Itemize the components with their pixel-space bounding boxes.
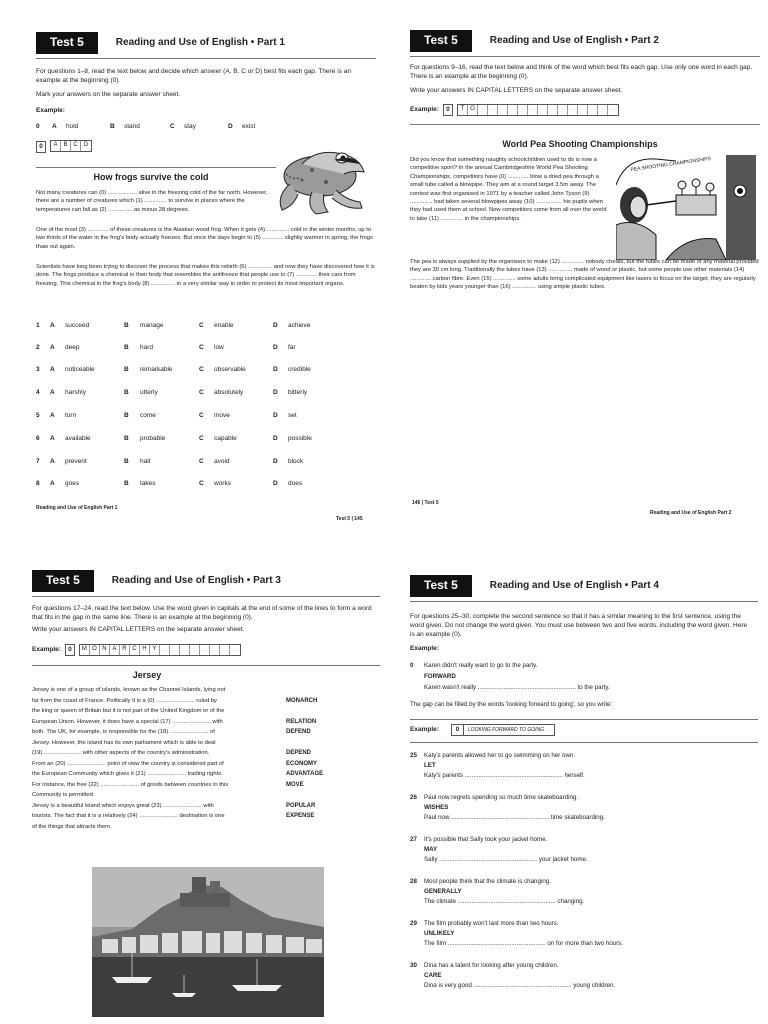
keyword: MOVE (286, 781, 304, 788)
transformation-item (410, 878, 750, 914)
page-part-2 (390, 0, 768, 540)
answer-row: 8 A goes B takes C works D does (36, 480, 303, 487)
page-footer-label: Reading and Use of English Part 1 (36, 505, 118, 511)
key-word: GENERALLY (424, 888, 462, 895)
letter-box (200, 645, 210, 655)
letter-box (220, 645, 230, 655)
article-line: Jersey. However, the island has its own parliament which is able to deal (32, 739, 216, 746)
divider (36, 58, 376, 59)
article-line: the king or queen of Britain but it is not part of the United Kingdom or of the (32, 708, 225, 714)
letter-box (578, 105, 588, 115)
letter-box (478, 105, 488, 115)
article-para-2: One of the most (3) ............. of these creatures is the Alaskan wood frog. When it gets (4) .............. cold in the winter months, up to two thirds of the water in the frog's body actually freezes. But once the days begin to (5) ............. slightly warmer in spring, the frogs thaw out again. (36, 227, 373, 250)
letter-box: O (90, 645, 100, 655)
letter-box: R (120, 645, 130, 655)
letter-box: H (140, 645, 150, 655)
test-tab: Test 5 (36, 32, 98, 54)
letter-box (548, 105, 558, 115)
page-header (410, 30, 659, 52)
banner-text: PEA SHOOTING CHAMPIONSHIPS (630, 155, 712, 174)
keyword: ADVANTAGE (286, 771, 324, 777)
key-word: CARE (424, 972, 442, 979)
letter-box (538, 105, 548, 115)
original-sentence: The film probably won't last more than two hours. (424, 920, 559, 927)
gapped-sentence: The climate ......................................................... changing. (424, 898, 585, 905)
page-number: Test 5 | 145 (336, 516, 363, 522)
example-item: 0 Karen didn't really want to go to the party. FORWARD Karen wasn't really ......................................................... to the party. (410, 662, 610, 691)
letter-box (558, 105, 568, 115)
divider (32, 665, 380, 666)
letter-box (230, 645, 240, 655)
page-header (410, 575, 659, 597)
keyword: RELATION (286, 718, 317, 725)
original-sentence: Most people think that the climate is changing. (424, 878, 551, 885)
key-word: LET (424, 762, 436, 769)
part-title: Reading and Use of English • Part 2 (489, 35, 659, 47)
instructions (36, 68, 376, 99)
item-number: 26 (410, 794, 417, 801)
divider (32, 596, 380, 597)
item-number: 29 (410, 920, 417, 927)
letter-box (498, 105, 508, 115)
article-line: From an (20) ........................ point of view the country is considered part of (32, 760, 224, 767)
answer-row: 3 A noticeable B remarkable C observable D credible (36, 366, 311, 373)
answer-row: 7 A prevent B halt C avoid D block (36, 458, 304, 465)
article-line: For instance, the free (22) ........................ of goods between countries in this (32, 781, 229, 788)
article-heading: How frogs survive the cold (93, 172, 209, 182)
instructions (32, 605, 380, 634)
transformation-item (410, 794, 750, 830)
answer-options (36, 322, 366, 502)
article-heading: World Pea Shooting Championships (502, 139, 658, 149)
item-number: 30 (410, 962, 417, 969)
pea-shooting-illustration (616, 155, 756, 260)
keyword: EXPENSE (286, 813, 315, 819)
letter-box (608, 105, 618, 115)
divider (410, 56, 760, 57)
article-line: the European Community which gives it (21) ........................ trading rights. (32, 771, 223, 777)
article-para-3: Scientists have long been trying to discover the process that makes this rebirth (6) ............... and now they have discovered how it is done. The frogs produce a chemical in their body that resembles the antifreeze that people use to (7) ............. their cars from freezing. This chemical in the frog's body (8) ............... in a very similar way in order to protect its most important organs. (36, 264, 375, 287)
letter-box: O (468, 105, 478, 115)
article-line: of the things that attracts them. (32, 823, 112, 830)
answer-row: 4 A harshly B utterly C absolutely D bitterly (36, 389, 308, 396)
letter-box (210, 645, 220, 655)
item-number: 28 (410, 878, 417, 885)
divider (410, 719, 758, 720)
letter-box (528, 105, 538, 115)
frog-illustration (272, 134, 372, 220)
instruction-text: For questions 1–8, read the text below and decide which answer (A, B, C or D) best fits each gap. There is an example at the beginning (0). (36, 68, 351, 84)
example-row: 0 A hold B stand C stay D exist (36, 123, 256, 130)
example-row: Example: 0 T O (410, 104, 619, 116)
letter-box (588, 105, 598, 115)
letter-box (488, 105, 498, 115)
test-tab: Test 5 (410, 30, 472, 52)
transformation-item (410, 920, 750, 956)
letter-box (170, 645, 180, 655)
example-label: Example: (410, 645, 439, 652)
divider (36, 167, 276, 168)
example-answer-box: 0 A B C D (36, 140, 92, 153)
page-header (32, 570, 281, 592)
gapped-sentence: Paul now ......................................................... time skateboarding. (424, 814, 605, 821)
example-answer-boxes (457, 104, 619, 116)
original-sentence: Katy's parents allowed her to go swimming on her own. (424, 752, 576, 759)
original-sentence: Dina has a talent for looking after young children. (424, 962, 559, 969)
answer-row: 2 A deep B hard C low D far (36, 344, 296, 351)
gapped-sentence: Sally ......................................................... your jacket home. (424, 856, 588, 863)
instructions: For questions 25–30, complete the second sentence so that it has a similar meaning to the first sentence, using the word given. Do not change the word given. You must use between two and five words, including the word given. Here is an example (0). (410, 613, 748, 638)
article-lines (32, 687, 332, 847)
part-title: Reading and Use of English • Part 1 (115, 37, 285, 49)
instructions (410, 64, 758, 95)
original-sentence: Paul now regrets spending so much time skateboarding. (424, 794, 579, 801)
test-tab: Test 5 (32, 570, 94, 592)
instruction-text-2: Write your answers IN CAPITAL LETTERS on the separate answer sheet. (32, 625, 245, 633)
letter-box (598, 105, 608, 115)
keyword: DEPEND (286, 750, 312, 756)
part-title: Reading and Use of English • Part 4 (489, 580, 659, 592)
article-line: both. The UK, for example, is responsible for the (18) ........................ of (32, 729, 215, 735)
part-title: Reading and Use of English • Part 3 (111, 575, 281, 587)
divider (410, 124, 760, 125)
example-row: Example: 0 M O N A R C H Y (32, 644, 241, 656)
letter-box: C (130, 645, 140, 655)
key-word: WISHES (424, 804, 449, 811)
gapped-sentence: Katy's parents ......................................................... herself. (424, 772, 585, 779)
letter-box (518, 105, 528, 115)
test-tab: Test 5 (410, 575, 472, 597)
letter-box: Y (150, 645, 160, 655)
answer-row: 1 A succeed B manage C enable D achieve (36, 322, 311, 329)
gapped-sentence: The film ......................................................... on for more than two hours. (424, 940, 624, 947)
key-word: UNLIKELY (424, 930, 455, 937)
transformation-item (410, 836, 750, 872)
letter-box (160, 645, 170, 655)
article-line: Jersey is a beautiful island which enjoys great (23) ........................ with (32, 802, 214, 809)
article-para-1: Did you know that something naughty schoolchildren used to do is now a competitive sport? In the annual Cambridgeshire World Pea Shooting Championships, competitors have (0) ............. blow a dried pea through a small tube called a blowpipe. They aim at a round target 3.5m away. The contest was first organised in 1971 by a teacher called John Tyson (9) .............. had taken several blowpipes away (10) ................ his pupils when they had used them at school. Now competitors come from all over the world to take (11) .............. in the championships. (410, 157, 607, 222)
article-line: Community is permitted. (32, 792, 95, 798)
item-number: 27 (410, 836, 417, 843)
letter-box (180, 645, 190, 655)
letter-box (568, 105, 578, 115)
article-para-2: The pea is always supplied by the organisers to make (12) .............. nobody cheats, but the tubes can be made of any material provided they are 30 cm long. Traditionally the tubes have (13) ............... made of wood or plastic, but some people use other materials (14) ............. carbon fibre. Even (15) .............. some adults bring complicated equipment like lasers to focus on the target, they are regularly beaten by kids years younger than (16) ............... using simple plastic tubes. (410, 259, 759, 291)
letter-box: M (80, 645, 90, 655)
transformation-item (410, 962, 750, 998)
article-line: tourists. The fact that it is a relatively (24) ........................ destination is one (32, 813, 225, 819)
transformation-items (410, 752, 750, 1012)
gapped-sentence: Dina is very good ......................................................... young children. (424, 982, 616, 989)
instruction-text: For questions 17–24, read the text below. Use the word given in capitals at the end of some of the lines to form a word that fits in the gap in the same line. There is an example at the beginning (0). (32, 605, 372, 621)
article-line: (19)........................ with other aspects of the country's administration. (32, 750, 210, 756)
jersey-castle-photo (92, 867, 324, 1017)
answer-row: 5 A turn B come C move D set (36, 412, 297, 419)
key-word: MAY (424, 846, 438, 853)
instruction-text-2: Mark your answers on the separate answer sheet. (36, 90, 181, 98)
transformation-item (410, 752, 750, 788)
letter-box: T (458, 105, 468, 115)
keyword: ECONOMY (286, 760, 318, 767)
page-part-3 (0, 545, 384, 1024)
instruction-text: For questions 9–16, read the text below and think of the word which best fits each gap. Use only one word in each gap. There is an example at the beginning (0). (410, 64, 753, 80)
item-number: 25 (410, 752, 417, 759)
page-part-1 (0, 0, 384, 540)
article-line: Jersey is one of a group of islands, known as the Channel Islands, lying not (32, 687, 226, 693)
letter-box: A (110, 645, 120, 655)
page-part-4 (390, 545, 768, 1024)
page-number: 146 | Test 5 (412, 500, 439, 506)
page-footer-label: Reading and Use of English Part 2 (650, 510, 732, 516)
letter-box (508, 105, 518, 115)
article-heading: Jersey (132, 670, 162, 680)
article-line: far from the coast of France. Politically it is a (0) ........................ ruled by (32, 697, 217, 704)
original-sentence: It's possible that Sally took your jacket home. (424, 836, 548, 843)
answer-row: 6 A available B probable C capable D possible (36, 435, 312, 442)
example-note: The gap can be filled by the words 'looking forward to going', so you write: (410, 701, 613, 708)
article-para-1: Not many creatures can (0) .................. alive in the freezing cold of the far north. However, there are a number of creatures which (1) .............. to survive in places where the temperatures can fall as (2) ............... as minus 28 degrees. (36, 190, 268, 213)
keyword: DEFEND (286, 729, 311, 735)
letter-box: N (100, 645, 110, 655)
keyword: MONARCH (286, 697, 318, 704)
page-header (36, 32, 285, 54)
example-label: Example: (36, 107, 65, 114)
divider (410, 601, 758, 602)
divider (410, 742, 758, 743)
keyword: POPULAR (286, 802, 316, 809)
instruction-text-2: Write your answers IN CAPITAL LETTERS on the separate answer sheet. (410, 86, 623, 94)
example-answer-boxes (79, 644, 241, 656)
letter-box (190, 645, 200, 655)
article-line: European Union. However, it does have a special (17) ........................ with (32, 718, 223, 725)
example-answer-row: Example: 0 LOOKING FORWARD TO GOING (410, 724, 555, 736)
